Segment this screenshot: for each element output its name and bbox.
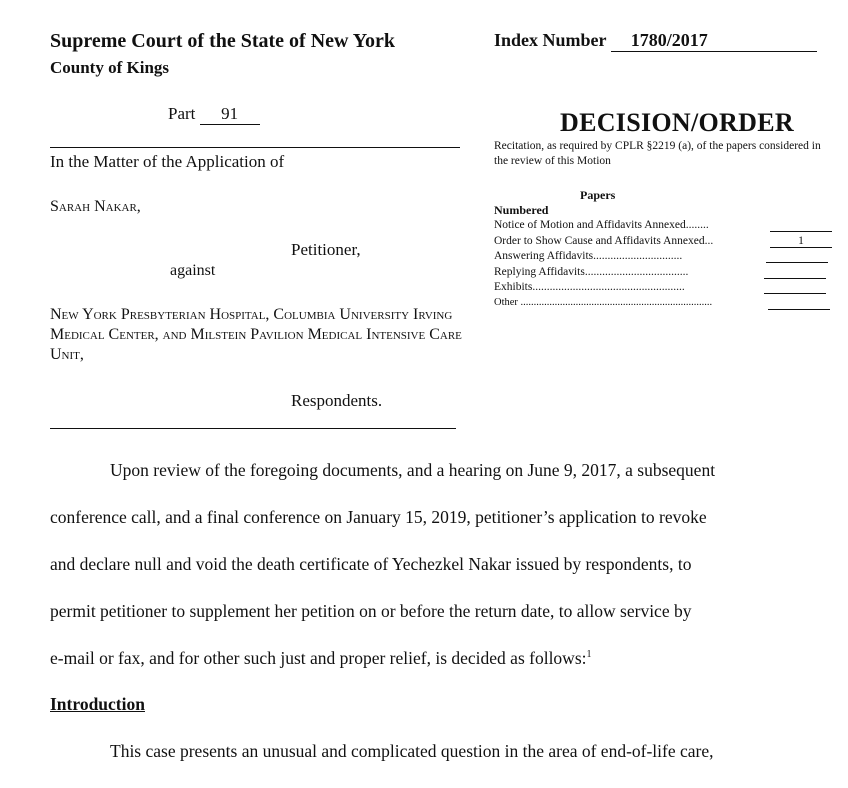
body-line: Upon review of the foregoing documents, and a hearing on June 9, 2017, a subsequent <box>110 460 716 480</box>
part-field <box>168 104 260 125</box>
introduction-heading: Introduction <box>50 694 145 714</box>
papers-row-label: Answering Affidavits............................... <box>494 250 683 262</box>
decision-title: DECISION/ORDER <box>560 108 794 137</box>
body-line: This case presents an unusual and complicated question in the area of end-of-life care, <box>110 741 714 761</box>
papers-row <box>494 219 834 235</box>
papers-list <box>494 219 834 312</box>
papers-row-label: Notice of Motion and Affidavits Annexed........ <box>494 219 709 231</box>
part-number: 91 <box>200 105 260 125</box>
body-line-last <box>50 648 592 669</box>
numbered-heading: Numbered <box>494 203 549 217</box>
county-name: County of Kings <box>50 58 170 77</box>
caption-top-rule <box>50 147 460 148</box>
papers-row <box>494 266 834 282</box>
papers-row-label: Order to Show Cause and Affidavits Annexed... <box>494 234 714 247</box>
papers-row-line <box>770 247 832 248</box>
papers-row-label: Other ......................................................................... <box>494 296 713 308</box>
body-line: and declare null and void the death certificate of Yechezkel Nakar issued by respondents, to <box>50 554 692 574</box>
against-label: against <box>170 262 216 279</box>
body-line: conference call, and a final conference on January 15, 2019, petitioner’s application to revoke <box>50 507 707 527</box>
papers-row-line <box>764 293 826 294</box>
papers-row-value: 1 <box>798 234 804 247</box>
papers-row-label: Replying Affidavits.................................... <box>494 265 689 278</box>
papers-row-label: Exhibits..................................................... <box>494 281 685 293</box>
part-label: Part <box>168 104 196 123</box>
matter-line: In the Matter of the Application of <box>50 152 285 171</box>
papers-row-line <box>766 262 828 263</box>
papers-row-line <box>768 309 830 310</box>
papers-row <box>494 297 834 313</box>
footnote-ref[interactable]: 1 <box>586 649 592 661</box>
papers-row <box>494 281 834 297</box>
court-name: Supreme Court of the State of New York <box>50 30 395 52</box>
petitioner-label: Petitioner, <box>291 240 361 259</box>
recital-text: Recitation, as required by CPLR §2219 (a), of the papers considered in the review of this Motion <box>494 140 821 167</box>
papers-row <box>494 250 834 266</box>
index-number-field <box>494 30 817 52</box>
papers-row <box>494 235 834 251</box>
petitioner-name: Sarah Nakar, <box>50 198 141 215</box>
caption-bottom-rule <box>50 428 456 429</box>
index-label: Index Number <box>494 30 607 50</box>
respondent-names: New York Presbyterian Hospital, Columbia University Irving Medical Center, and Milstein Pavilion Medical Intensive Care Unit, <box>50 306 462 363</box>
papers-heading: Papers <box>580 188 616 202</box>
body-line-text: e-mail or fax, and for other such just and proper relief, is decided as follows: <box>50 648 587 668</box>
papers-row-line <box>764 278 826 279</box>
papers-row-line <box>770 231 832 232</box>
body-line: permit petitioner to supplement her petition on or before the return date, to allow service by <box>50 601 692 621</box>
index-number-value: 1780/2017 <box>611 31 817 52</box>
respondents-label: Respondents. <box>291 391 383 410</box>
